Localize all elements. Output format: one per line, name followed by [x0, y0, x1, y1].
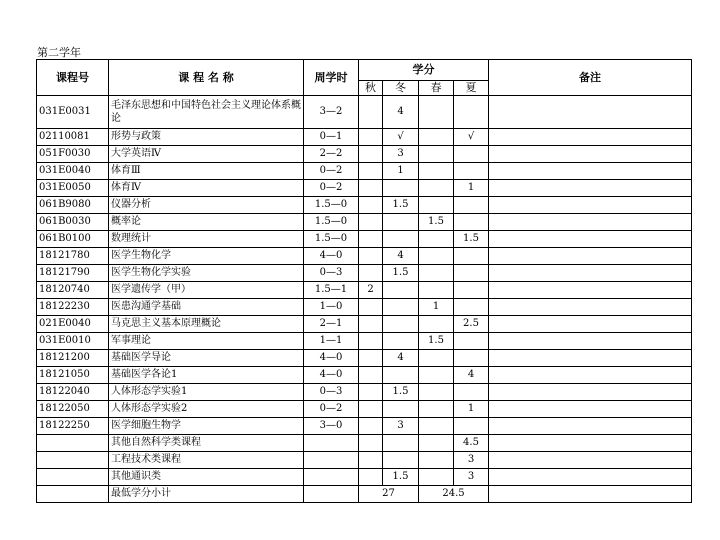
credit-autumn-cell	[359, 418, 383, 435]
weekly-hours-cell: 2—2	[304, 146, 359, 163]
credit-winter-cell	[383, 316, 419, 333]
notes-cell	[489, 452, 692, 469]
credit-spring-cell	[419, 384, 454, 401]
credit-summer-cell	[454, 214, 489, 231]
course-name-cell: 其他通识类	[109, 469, 304, 486]
notes-cell	[489, 367, 692, 384]
credit-summer-cell	[454, 146, 489, 163]
notes-cell	[489, 333, 692, 350]
course-code-cell: 18121050	[37, 367, 109, 384]
notes-cell	[489, 214, 692, 231]
weekly-hours-cell: 1.5—0	[304, 214, 359, 231]
table-row	[37, 146, 692, 163]
header-summer: 夏	[454, 81, 489, 96]
year-label: 第二学年	[37, 46, 81, 59]
total-hours-cell	[304, 486, 359, 503]
credit-spring-cell	[419, 350, 454, 367]
course-code-cell: 18121200	[37, 350, 109, 367]
course-code-cell	[37, 435, 109, 452]
credit-autumn-cell: 2	[359, 282, 383, 299]
credit-autumn-cell	[359, 146, 383, 163]
course-name-cell: 大学英语Ⅳ	[109, 146, 304, 163]
credit-summer-cell	[454, 282, 489, 299]
credit-spring-cell	[419, 163, 454, 180]
credit-autumn-cell	[359, 265, 383, 282]
table-body	[37, 96, 692, 486]
notes-cell	[489, 163, 692, 180]
course-name-cell: 医学细胞生物学	[109, 418, 304, 435]
course-name-cell: 医学生物化学	[109, 248, 304, 265]
course-code-cell: 061B0030	[37, 214, 109, 231]
table-row	[37, 197, 692, 214]
course-name-cell: 军事理论	[109, 333, 304, 350]
credit-summer-cell	[454, 384, 489, 401]
course-name-cell: 马克思主义基本原理概论	[109, 316, 304, 333]
course-name-cell: 形势与政策	[109, 129, 304, 146]
credit-spring-cell: 1.5	[419, 333, 454, 350]
total-label: 最低学分小计	[109, 486, 304, 503]
credit-spring-cell	[419, 197, 454, 214]
credit-winter-cell: 4	[383, 248, 419, 265]
course-code-cell: 031E0031	[37, 96, 109, 129]
header-weekly-hours: 周学时	[304, 60, 359, 96]
credit-summer-cell: 1	[454, 180, 489, 197]
course-name-cell: 仪器分析	[109, 197, 304, 214]
course-name-cell: 基础医学各论1	[109, 367, 304, 384]
course-name-cell: 毛泽东思想和中国特色社会主义理论体系概论	[109, 96, 304, 129]
header-name: 课 程 名 称	[109, 60, 304, 96]
credit-autumn-cell	[359, 384, 383, 401]
credit-summer-cell: 2.5	[454, 316, 489, 333]
notes-cell	[489, 248, 692, 265]
weekly-hours-cell: 0—2	[304, 163, 359, 180]
notes-cell	[489, 197, 692, 214]
table-row	[37, 214, 692, 231]
credit-autumn-cell	[359, 316, 383, 333]
credit-summer-cell: 3	[454, 469, 489, 486]
notes-cell	[489, 282, 692, 299]
credit-spring-cell	[419, 282, 454, 299]
weekly-hours-cell: 1.5—0	[304, 231, 359, 248]
credit-winter-cell: 1.5	[383, 265, 419, 282]
table-row	[37, 384, 692, 401]
notes-cell	[489, 401, 692, 418]
course-code-cell: 031E0040	[37, 163, 109, 180]
credit-autumn-cell	[359, 231, 383, 248]
credit-autumn-cell	[359, 180, 383, 197]
course-code-cell: 18122250	[37, 418, 109, 435]
table-row	[37, 350, 692, 367]
credit-winter-cell	[383, 367, 419, 384]
table-row	[37, 401, 692, 418]
weekly-hours-cell: 1.5—0	[304, 197, 359, 214]
header-autumn: 秋	[359, 81, 383, 96]
credit-spring-cell	[419, 469, 454, 486]
weekly-hours-cell: 0—3	[304, 265, 359, 282]
notes-cell	[489, 435, 692, 452]
credit-winter-cell: 3	[383, 418, 419, 435]
course-code-cell: 021E0040	[37, 316, 109, 333]
credit-autumn-cell	[359, 163, 383, 180]
notes-cell	[489, 231, 692, 248]
weekly-hours-cell: 1.5—1	[304, 282, 359, 299]
course-name-cell: 医学遗传学（甲）	[109, 282, 304, 299]
course-name-cell: 数理统计	[109, 231, 304, 248]
credit-spring-cell	[419, 316, 454, 333]
credit-spring-cell	[419, 265, 454, 282]
weekly-hours-cell: 1—0	[304, 299, 359, 316]
weekly-hours-cell: 4—0	[304, 248, 359, 265]
credit-summer-cell	[454, 299, 489, 316]
credit-autumn-cell	[359, 469, 383, 486]
header-notes: 备注	[489, 60, 692, 96]
course-code-cell: 031E0010	[37, 333, 109, 350]
course-code-cell: 18121790	[37, 265, 109, 282]
notes-cell	[489, 418, 692, 435]
credit-winter-cell	[383, 231, 419, 248]
credit-autumn-cell	[359, 96, 383, 129]
credit-spring-cell	[419, 435, 454, 452]
course-name-cell: 体育Ⅳ	[109, 180, 304, 197]
table-row	[37, 96, 692, 129]
credit-winter-cell	[383, 333, 419, 350]
course-code-cell	[37, 469, 109, 486]
credit-winter-cell	[383, 401, 419, 418]
table-row	[37, 333, 692, 350]
table-row	[37, 180, 692, 197]
credit-autumn-cell	[359, 350, 383, 367]
credit-autumn-cell	[359, 452, 383, 469]
credit-winter-cell: 1.5	[383, 469, 419, 486]
total-notes-cell	[489, 486, 692, 503]
course-name-cell: 人体形态学实验1	[109, 384, 304, 401]
course-code-cell: 061B9080	[37, 197, 109, 214]
course-code-cell: 02110081	[37, 129, 109, 146]
credit-summer-cell: √	[454, 129, 489, 146]
weekly-hours-cell: 0—3	[304, 384, 359, 401]
header-credits: 学分	[359, 60, 489, 81]
credit-spring-cell	[419, 452, 454, 469]
credit-winter-cell: 1	[383, 163, 419, 180]
credit-autumn-cell	[359, 333, 383, 350]
course-name-cell: 人体形态学实验2	[109, 401, 304, 418]
credit-winter-cell: 1.5	[383, 197, 419, 214]
credit-autumn-cell	[359, 214, 383, 231]
course-code-cell: 051F0030	[37, 146, 109, 163]
credit-summer-cell: 4.5	[454, 435, 489, 452]
credit-summer-cell: 4	[454, 367, 489, 384]
course-name-cell: 概率论	[109, 214, 304, 231]
weekly-hours-cell: 4—0	[304, 367, 359, 384]
course-name-cell: 医学生物化学实验	[109, 265, 304, 282]
weekly-hours-cell: 0—1	[304, 129, 359, 146]
weekly-hours-cell: 0—2	[304, 180, 359, 197]
credit-winter-cell: 4	[383, 96, 419, 129]
credit-summer-cell: 1	[454, 401, 489, 418]
notes-cell	[489, 180, 692, 197]
table-row	[37, 452, 692, 469]
credit-summer-cell	[454, 350, 489, 367]
credit-summer-cell	[454, 248, 489, 265]
weekly-hours-cell: 1—1	[304, 333, 359, 350]
notes-cell	[489, 146, 692, 163]
header-row-1	[37, 60, 692, 81]
course-code-cell: 18122230	[37, 299, 109, 316]
table-row	[37, 299, 692, 316]
credit-summer-cell	[454, 265, 489, 282]
credit-autumn-cell	[359, 367, 383, 384]
table-row	[37, 316, 692, 333]
notes-cell	[489, 96, 692, 129]
header-spring: 春	[419, 81, 454, 96]
total-row	[37, 486, 692, 503]
weekly-hours-cell: 3—2	[304, 96, 359, 129]
course-code-cell: 18121780	[37, 248, 109, 265]
credit-summer-cell: 3	[454, 452, 489, 469]
weekly-hours-cell: 2—1	[304, 316, 359, 333]
table-row	[37, 282, 692, 299]
table-row	[37, 435, 692, 452]
notes-cell	[489, 299, 692, 316]
credit-spring-cell: 1.5	[419, 214, 454, 231]
weekly-hours-cell: 3—0	[304, 418, 359, 435]
weekly-hours-cell	[304, 469, 359, 486]
credit-autumn-cell	[359, 129, 383, 146]
credit-winter-cell	[383, 452, 419, 469]
credit-winter-cell: 3	[383, 146, 419, 163]
table-row	[37, 469, 692, 486]
course-name-cell: 体育Ⅲ	[109, 163, 304, 180]
table-row	[37, 418, 692, 435]
credit-autumn-cell	[359, 248, 383, 265]
credit-winter-cell: 1.5	[383, 384, 419, 401]
credit-spring-cell	[419, 180, 454, 197]
course-code-cell: 18122050	[37, 401, 109, 418]
course-code-cell: 18120740	[37, 282, 109, 299]
weekly-hours-cell	[304, 452, 359, 469]
credit-summer-cell	[454, 333, 489, 350]
curriculum-table	[36, 59, 692, 503]
credit-winter-cell: √	[383, 129, 419, 146]
credit-spring-cell	[419, 418, 454, 435]
credit-autumn-cell	[359, 401, 383, 418]
header-code: 课程号	[37, 60, 109, 96]
total-code-cell	[37, 486, 109, 503]
credit-winter-cell	[383, 180, 419, 197]
credit-summer-cell	[454, 197, 489, 214]
notes-cell	[489, 469, 692, 486]
credit-winter-cell	[383, 214, 419, 231]
weekly-hours-cell: 4—0	[304, 350, 359, 367]
course-code-cell: 031E0050	[37, 180, 109, 197]
credit-spring-cell	[419, 129, 454, 146]
course-name-cell: 医患沟通学基础	[109, 299, 304, 316]
table-row	[37, 129, 692, 146]
credit-spring-cell	[419, 248, 454, 265]
credit-autumn-cell	[359, 435, 383, 452]
credit-winter-cell: 4	[383, 350, 419, 367]
course-code-cell	[37, 452, 109, 469]
table-row	[37, 367, 692, 384]
table-row	[37, 265, 692, 282]
credit-autumn-cell	[359, 299, 383, 316]
course-name-cell: 工程技术类课程	[109, 452, 304, 469]
course-name-cell: 其他自然科学类课程	[109, 435, 304, 452]
table-row	[37, 248, 692, 265]
credit-spring-cell	[419, 146, 454, 163]
header-winter: 冬	[383, 81, 419, 96]
total-spring-summer: 24.5	[419, 486, 489, 503]
credit-winter-cell	[383, 435, 419, 452]
course-code-cell: 18122040	[37, 384, 109, 401]
notes-cell	[489, 316, 692, 333]
credit-spring-cell	[419, 96, 454, 129]
weekly-hours-cell	[304, 435, 359, 452]
course-code-cell: 061B0100	[37, 231, 109, 248]
credit-spring-cell	[419, 401, 454, 418]
credit-spring-cell	[419, 231, 454, 248]
table-row	[37, 163, 692, 180]
credit-spring-cell: 1	[419, 299, 454, 316]
credit-winter-cell	[383, 299, 419, 316]
credit-autumn-cell	[359, 197, 383, 214]
credit-winter-cell	[383, 282, 419, 299]
weekly-hours-cell: 0—2	[304, 401, 359, 418]
course-name-cell: 基础医学导论	[109, 350, 304, 367]
table-row	[37, 231, 692, 248]
notes-cell	[489, 350, 692, 367]
credit-summer-cell	[454, 96, 489, 129]
notes-cell	[489, 384, 692, 401]
total-autumn-winter: 27	[359, 486, 419, 503]
credit-summer-cell: 1.5	[454, 231, 489, 248]
credit-summer-cell	[454, 418, 489, 435]
credit-spring-cell	[419, 367, 454, 384]
notes-cell	[489, 265, 692, 282]
credit-summer-cell	[454, 163, 489, 180]
notes-cell	[489, 129, 692, 146]
